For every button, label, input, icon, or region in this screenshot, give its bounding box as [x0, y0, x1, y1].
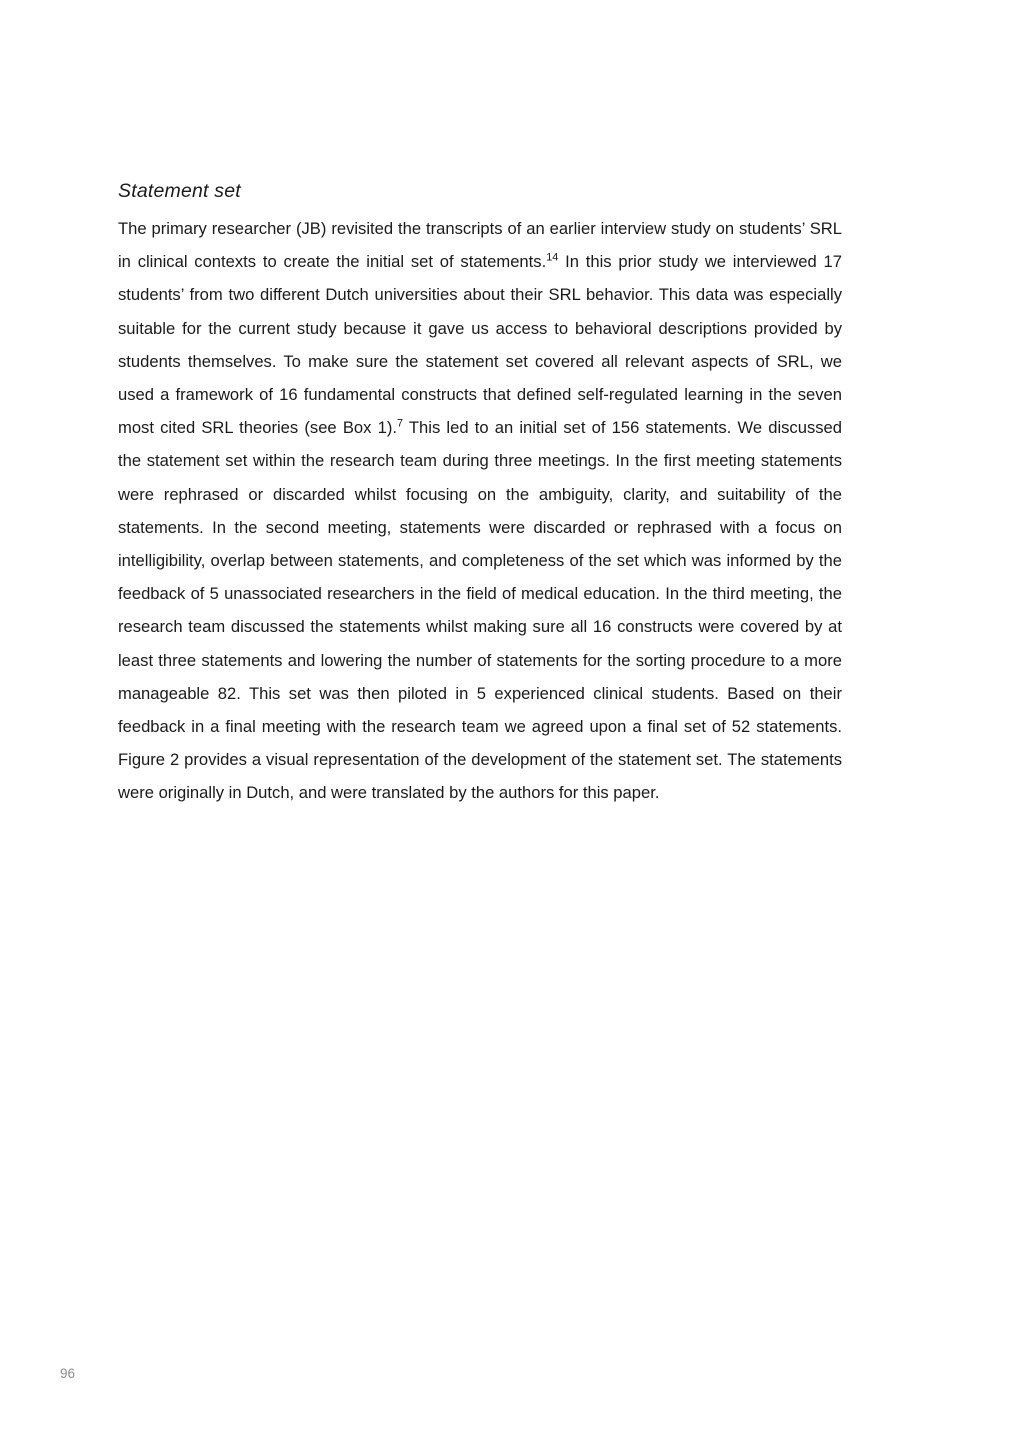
section-heading: Statement set	[118, 180, 241, 202]
footnote-reference-7: 7	[396, 417, 404, 430]
paragraph-segment-3: This led to an initial set of 156 statements. We discussed the statement set within the research team during three meetings. In the first meeting statements were rephrased or discarded whilst focusing on the ambiguity, clarity, and suitability of the statements. In the second meeting, statements were discarded or rephrased with a focus on intelligibility, overlap between statements, and completeness of the set which was informed by the feedback of 5 unassociated researchers in the field of medical education. In the third meeting, the research team discussed the statements whilst making sure all 16 constructs were covered by at least three statements and lowering the number of statements for the sorting procedure to a more manageable 82. This set was then piloted in 5 experienced clinical students. Based on their feedback in a final meeting with the research team we agreed upon a final set of 52 statements. Figure 2 provides a visual representation of the development of the statement set. The statements were originally in Dutch, and were translated by the authors for this paper.	[118, 418, 843, 803]
page-content	[118, 180, 842, 810]
footnote-reference-14: 14	[546, 251, 559, 264]
paragraph-segment-1: The primary researcher (JB) revisited the transcripts of an earlier interview study on students’ SRL in clinical contexts to create the initial set of statements.	[118, 219, 842, 272]
page-number: 96	[60, 1366, 76, 1381]
body-paragraph	[118, 212, 842, 810]
paragraph-segment-2: In this prior study we interviewed 17 students’ from two different Dutch universities about their SRL behavior. This data was especially suitable for the current study because it gave us access to behavioral descriptions provided by students themselves. To make sure the statement set covered all relevant aspects of SRL, we used a framework of 16 fundamental constructs that defined self-regulated learning in the seven most cited SRL theories (see Box 1).	[118, 252, 842, 438]
